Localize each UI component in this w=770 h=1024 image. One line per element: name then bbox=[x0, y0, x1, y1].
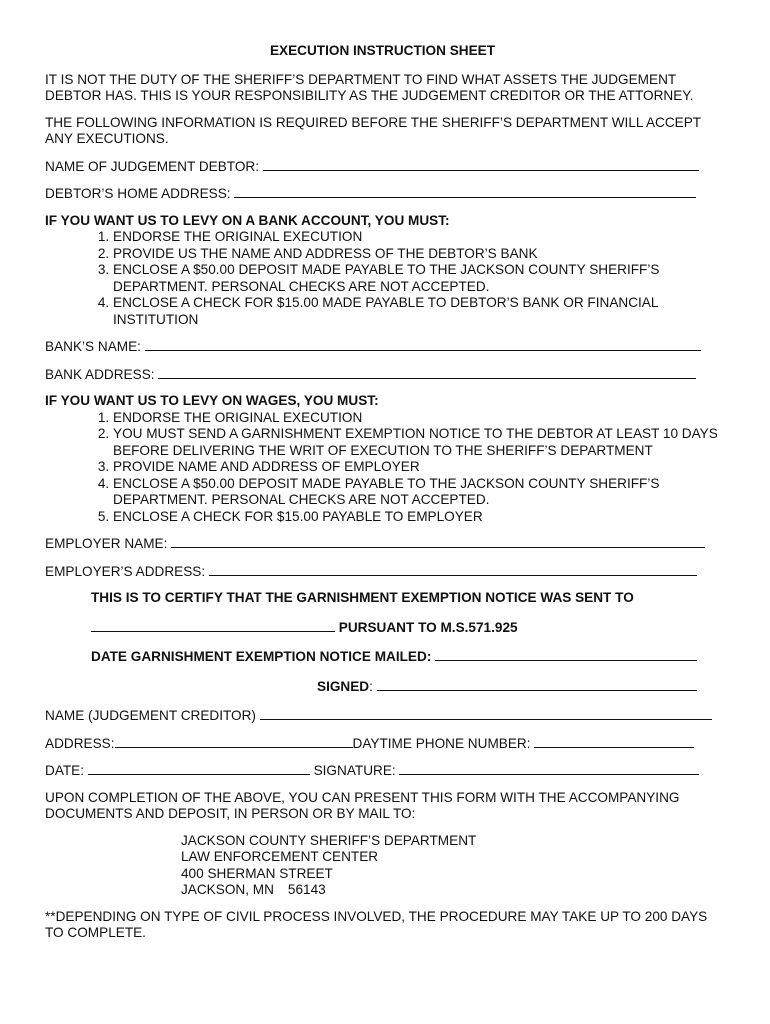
signed-line[interactable] bbox=[377, 678, 697, 691]
employer-name-label: EMPLOYER NAME: bbox=[45, 536, 168, 551]
address-line[interactable] bbox=[115, 735, 353, 748]
date-signature-field[interactable] bbox=[45, 762, 720, 780]
list-item: 3. PROVIDE NAME AND ADDRESS OF EMPLOYER bbox=[113, 459, 720, 476]
list-item: 2. PROVIDE US THE NAME AND ADDRESS OF THE DEBTOR’S BANK bbox=[113, 246, 720, 263]
bank-requirements-list bbox=[45, 229, 720, 328]
bank-section-heading: IF YOU WANT US TO LEVY ON A BANK ACCOUNT, YOU MUST: bbox=[45, 212, 450, 228]
address-city-line bbox=[181, 882, 720, 899]
pursuant-text: PURSUANT TO M.S.571.925 bbox=[338, 619, 518, 635]
date-line[interactable] bbox=[88, 762, 310, 775]
signature-label: SIGNATURE: bbox=[313, 763, 396, 778]
address-label: ADDRESS: bbox=[45, 735, 115, 751]
employer-name-field[interactable] bbox=[45, 535, 720, 553]
debtor-address-label: DEBTOR’S HOME ADDRESS: bbox=[45, 186, 231, 201]
bank-address-field[interactable] bbox=[45, 366, 720, 384]
bank-name-line[interactable] bbox=[145, 338, 701, 351]
signed-label: SIGNED bbox=[317, 678, 370, 694]
list-item: 5. ENCLOSE A CHECK FOR $15.00 PAYABLE TO EMPLOYER bbox=[113, 509, 720, 526]
signed-field[interactable] bbox=[45, 678, 720, 696]
mailing-address bbox=[45, 833, 720, 899]
employer-address-label: EMPLOYER’S ADDRESS: bbox=[45, 563, 206, 579]
address-line-2: LAW ENFORCEMENT CENTER bbox=[181, 849, 379, 864]
employer-address-field[interactable] bbox=[45, 563, 720, 581]
intro-paragraph: IT IS NOT THE DUTY OF THE SHERIFF’S DEPARTMENT TO FIND WHAT ASSETS THE JUDGEMENT DEBTOR HAS. THIS IS YOUR RESPONSIBILITY AS THE JUDGEMENT CREDITOR OR THE ATTORNEY. bbox=[45, 71, 694, 103]
bank-address-label: BANK ADDRESS: bbox=[45, 366, 155, 382]
creditor-name-line[interactable] bbox=[260, 707, 712, 720]
wage-section-heading: IF YOU WANT US TO LEVY ON WAGES, YOU MUST: bbox=[45, 393, 379, 408]
list-item: 2. YOU MUST SEND A GARNISHMENT EXEMPTION NOTICE TO THE DEBTOR AT LEAST 10 DAYS BEFORE DELIVERING THE WRIT OF EXECUTION TO THE SHERIFF’S DEPARTMENT bbox=[113, 426, 720, 459]
list-item: 4. ENCLOSE A CHECK FOR $15.00 MADE PAYABLE TO DEBTOR’S BANK OR FINANCIAL INSTITUTION bbox=[113, 295, 720, 328]
debtor-address-field[interactable] bbox=[45, 185, 720, 203]
document-title: EXECUTION INSTRUCTION SHEET bbox=[269, 43, 496, 58]
daytime-phone-line[interactable] bbox=[534, 735, 694, 748]
date-mailed-line[interactable] bbox=[435, 648, 697, 661]
date-label: DATE: bbox=[45, 763, 85, 778]
date-mailed-label: DATE GARNISHMENT EXEMPTION NOTICE MAILED: bbox=[91, 649, 432, 664]
signed-colon: : bbox=[369, 678, 373, 694]
recipient-line[interactable] bbox=[91, 619, 335, 632]
address-city: JACKSON, MN bbox=[181, 882, 274, 897]
list-item: 4. ENCLOSE A $50.00 DEPOSIT MADE PAYABLE TO THE JACKSON COUNTY SHERIFF’S DEPARTMENT. PERSONAL CHECKS ARE NOT ACCEPTED. bbox=[113, 476, 720, 509]
debtor-name-line[interactable] bbox=[263, 158, 699, 171]
address-phone-field[interactable] bbox=[45, 735, 720, 753]
completion-paragraph: UPON COMPLETION OF THE ABOVE, YOU CAN PRESENT THIS FORM WITH THE ACCOMPANYING DOCUMENTS AND DEPOSIT, IN PERSON OR BY MAIL TO: bbox=[45, 789, 680, 821]
bank-address-line[interactable] bbox=[158, 366, 696, 379]
certify-statement: THIS IS TO CERTIFY THAT THE GARNISHMENT EXEMPTION NOTICE WAS SENT TO bbox=[91, 590, 634, 605]
creditor-name-field[interactable] bbox=[45, 707, 720, 725]
bank-name-label: BANK’S NAME: bbox=[45, 339, 141, 354]
creditor-name-label: NAME (JUDGEMENT CREDITOR) bbox=[45, 708, 256, 723]
wage-requirements-list bbox=[45, 410, 720, 526]
list-item: 3. ENCLOSE A $50.00 DEPOSIT MADE PAYABLE TO THE JACKSON COUNTY SHERIFF’S DEPARTMENT. PERSONAL CHECKS ARE NOT ACCEPTED. bbox=[113, 262, 720, 295]
daytime-phone-label: DAYTIME PHONE NUMBER: bbox=[352, 735, 531, 751]
footnote: **DEPENDING ON TYPE OF CIVIL PROCESS INVOLVED, THE PROCEDURE MAY TAKE UP TO 200 DAYS TO COMPLETE. bbox=[45, 908, 708, 940]
address-line-1: JACKSON COUNTY SHERIFF’S DEPARTMENT bbox=[181, 832, 477, 848]
date-mailed-field[interactable] bbox=[45, 648, 720, 666]
address-zip: 56143 bbox=[287, 882, 326, 897]
employer-address-line[interactable] bbox=[209, 563, 697, 576]
debtor-address-line[interactable] bbox=[234, 185, 696, 198]
list-item: 1. ENDORSE THE ORIGINAL EXECUTION bbox=[113, 410, 720, 427]
bank-name-field[interactable] bbox=[45, 338, 720, 356]
debtor-name-field[interactable] bbox=[45, 158, 720, 176]
signature-line[interactable] bbox=[399, 762, 699, 775]
requirements-paragraph: THE FOLLOWING INFORMATION IS REQUIRED BEFORE THE SHERIFF’S DEPARTMENT WILL ACCEPT ANY EXECUTIONS. bbox=[45, 114, 701, 146]
debtor-name-label: NAME OF JUDGEMENT DEBTOR: bbox=[45, 158, 259, 174]
employer-name-line[interactable] bbox=[171, 535, 705, 548]
address-line-3: 400 SHERMAN STREET bbox=[181, 865, 333, 881]
certify-recipient-field[interactable] bbox=[45, 619, 720, 637]
list-item: 1. ENDORSE THE ORIGINAL EXECUTION bbox=[113, 229, 720, 246]
